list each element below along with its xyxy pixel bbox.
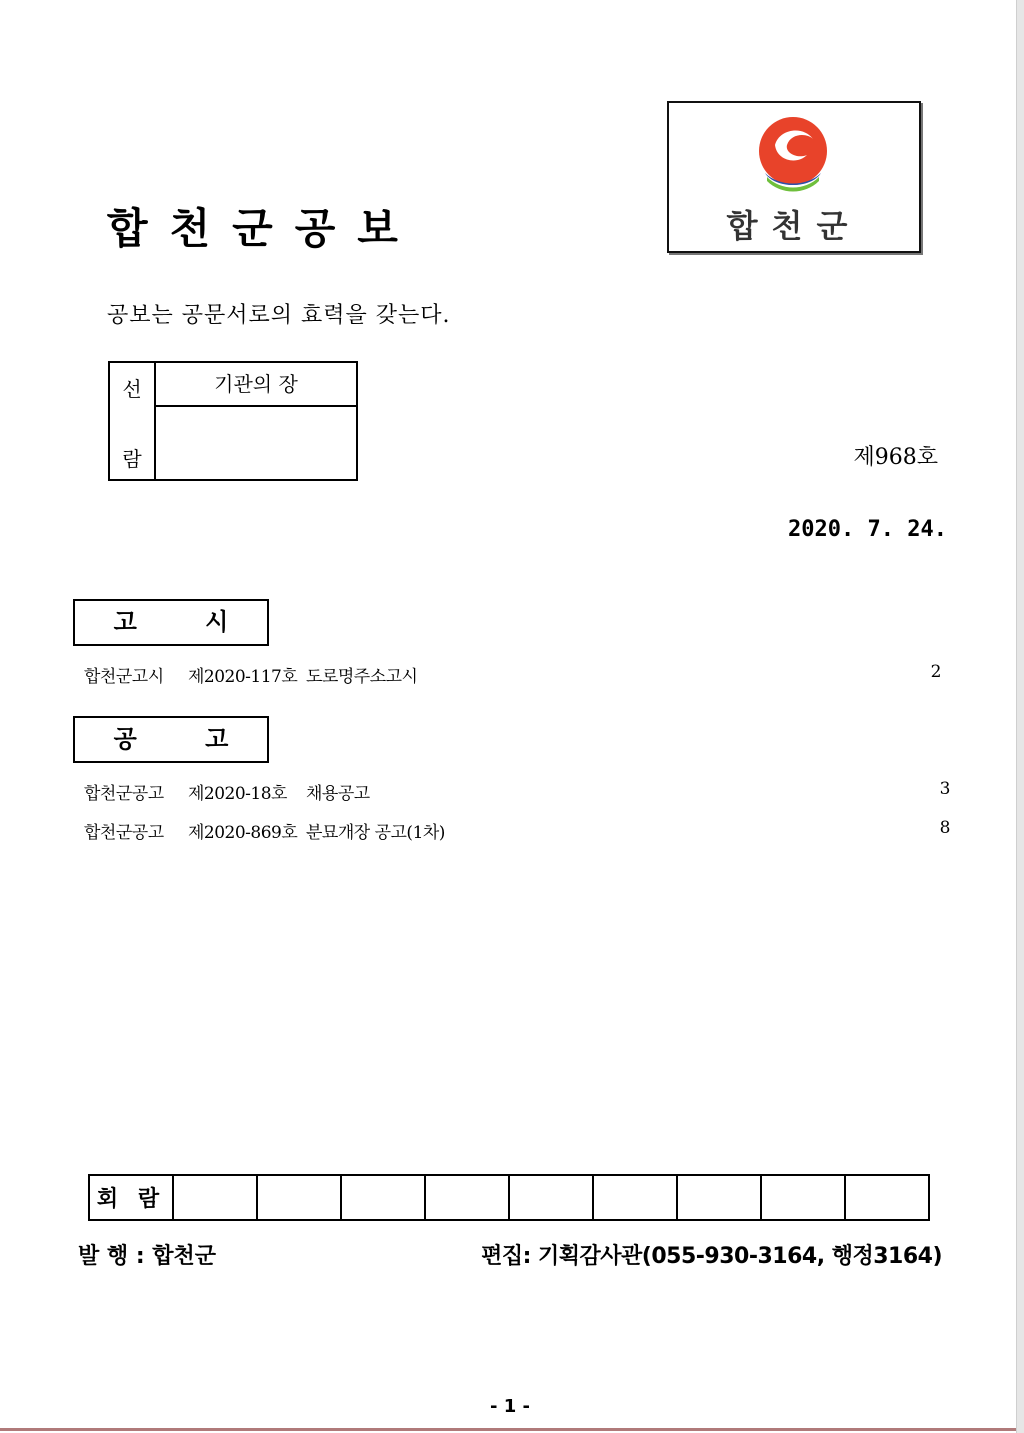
circulation-cell [677,1175,761,1220]
page-edge-line [0,1428,1016,1431]
list-item[interactable] [84,662,950,686]
circulation-cell [257,1175,341,1220]
page-number: - 1 - [490,1396,530,1417]
circulation-label: 회 람 [89,1175,173,1220]
scrollbar-track[interactable] [1016,0,1024,1433]
review-side-label-top: 선 [122,377,142,401]
county-emblem-icon [757,115,829,201]
circulation-cell [425,1175,509,1220]
entry-title: 도로명주소고시 [306,667,418,687]
publisher: 발 행 : 합천군 [78,1244,217,1269]
issue-number: 제968호 [853,445,938,470]
section-heading-notice: 고 시 [73,599,269,646]
circulation-cell [845,1175,929,1220]
logo-text: 합천군 [726,207,862,245]
list-item[interactable] [84,818,950,842]
entry-page: 3 [939,779,950,799]
entry-title: 채용공고 [306,784,370,804]
circulation-cell [761,1175,845,1220]
circulation-cell [173,1175,257,1220]
subtitle: 공보는 공문서로의 효력을 갖는다. [107,303,451,328]
entry-org: 합천군공고 [84,823,164,843]
county-logo [667,101,921,253]
entry-org: 합천군공고 [84,784,164,804]
entry-title: 분묘개장 공고(1차) [306,823,445,843]
page-title: 합천군공보 [107,204,420,253]
circulation-cell [509,1175,593,1220]
entry-org: 합천군고시 [84,667,164,687]
entry-number: 제2020-869호 [188,823,298,843]
entry-number: 제2020-117호 [188,667,298,687]
entry-page: 2 [930,662,941,682]
review-side-label-bottom: 람 [122,447,142,471]
issue-date: 2020. 7. 24. [788,517,947,542]
entry-number: 제2020-18호 [188,784,287,804]
editor-contact: 편집: 기획감사관(055-930-3164, 행정3164) [481,1244,942,1269]
section-heading-announcement: 공 고 [73,716,269,763]
circulation-cell [593,1175,677,1220]
circulation-table [88,1174,930,1221]
circulation-cell [341,1175,425,1220]
review-box [108,361,358,481]
entry-page: 8 [939,818,950,838]
review-header: 기관의 장 [156,363,356,407]
list-item[interactable] [84,779,950,803]
